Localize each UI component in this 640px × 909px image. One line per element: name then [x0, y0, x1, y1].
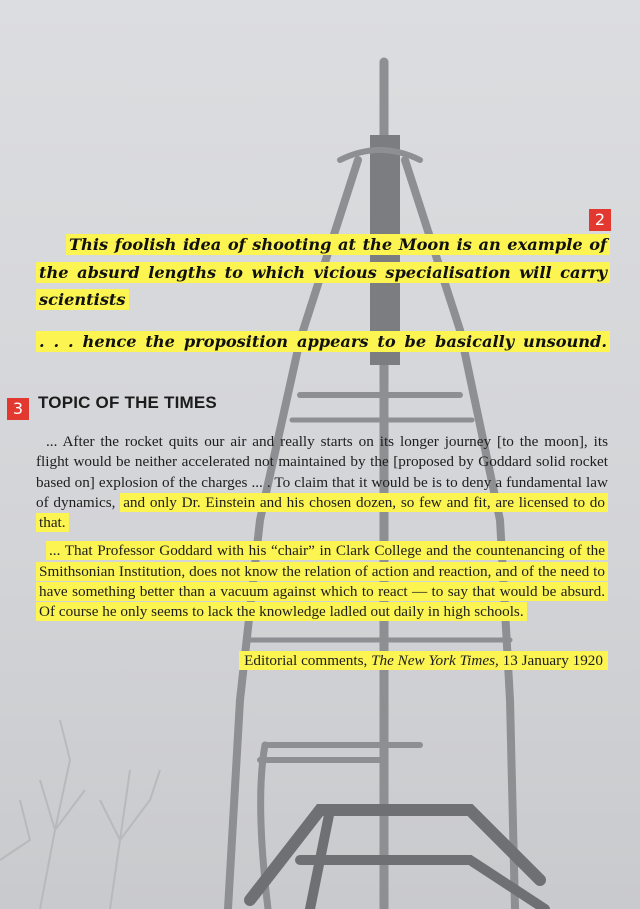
quote-line-1: This foolish idea of shooting at the Moon is an example of the absurd lengths to which vicious specialisation will carry scientists — [36, 234, 610, 310]
attribution-date: , 13 January 1920 — [495, 652, 603, 669]
attribution-highlight — [239, 651, 608, 670]
quote-line-2: . . . hence the proposition appears to be basically unsound. — [36, 331, 610, 352]
paragraph-1-highlight: and only Dr. Einstein and his chosen dozen, so few and fit, are licensed to do that. — [36, 493, 608, 532]
section-title: TOPIC OF THE TIMES — [38, 393, 217, 412]
attribution — [239, 652, 608, 670]
editorial-text — [36, 432, 608, 623]
paragraph-2-highlight: ... That Professor Goddard with his “chair” in Clark College and the countenancing of the Smithsonian Institution, does not know the relation of action and reaction, and of the need to have something better than a vacuum against which to react — to say that would be absurd. Of course he only seems to lack the knowledge ladled out daily in high schools. — [36, 541, 608, 621]
publication-name: The New York Times — [371, 652, 496, 669]
paragraph-1 — [36, 432, 608, 533]
attribution-prefix: Editorial comments, — [244, 652, 372, 669]
paragraph-1-plain: ... After the rocket quits our air and really starts on its longer journey [to the moon], its flight would be neither accelerated not maintained by the [proposed by Goddard solid rocket based on] explosion of the charges ... . To claim that it would be is to deny a fundamental law of dynamics, — [36, 433, 608, 511]
quote-number-badge: 2 — [589, 209, 611, 231]
section-number-badge: 3 — [7, 398, 29, 420]
quote-block — [36, 231, 610, 355]
paragraph-2 — [36, 541, 608, 622]
